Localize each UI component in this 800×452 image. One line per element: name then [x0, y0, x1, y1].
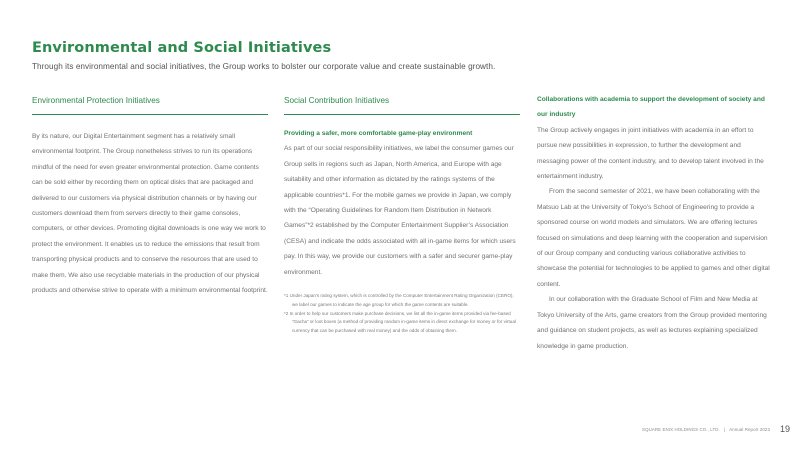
footer-report-title: Annual Report 2023: [729, 426, 770, 432]
footnotes: [284, 292, 520, 336]
page-number: 19: [779, 424, 790, 434]
section-heading-social: Social Contribution Initiatives: [284, 94, 520, 115]
footnote-2: *2 In order to help our customers make purchase decisions, we list all the in-game items provided via fee-based “Gacha” or loot boxes (a method of providing random in-game items in direct exchange for money or for virtual currency that can be purchased with real money) and the odds of obtaining them.: [284, 310, 516, 334]
paragraph: By its nature, our Digital Entertainment segment has a relatively small environmental footprint. The Group nonetheless strives to run its operations mindful of the need for even greater environmental protection. Game contents can be sold either by recording them on optical disks that are packaged and delivered to our customers via physical distribution channels or by having our customers download them from servers directly to their game consoles, computers, or other devices. Promoting digital downloads is one way we work to protect the environment. It enables us to reduce the emissions that result from transporting physical products and to conserve the resources that are used to make them. We also use recyclable materials in the production of our physical products and otherwise strive to operate with a minimum environmental footprint.: [32, 133, 268, 295]
paragraph: From the second semester of 2021, we have been collaborating with the Matsuo Lab at the University of Tokyo’s School of Engineering to provide a sponsored course on world models and simulators. We are offering lectures focused on simulations and deep learning with the cooperation and supervision of our Group company and conducting various collaborative activities to showcase the potential for technologies to be applied to games and other digital content.: [537, 188, 770, 288]
subheading-safer-gameplay: Providing a safer, more comfortable game-play environment: [284, 130, 473, 137]
social-contribution-section: [284, 94, 520, 336]
section-heading-environmental: Environmental Protection Initiatives: [32, 94, 268, 115]
environmental-protection-section: [32, 94, 268, 298]
environmental-body: [32, 129, 268, 298]
paragraph: The Group actively engages in joint initiatives with academia in an effort to pursue new possibilities in expression, to further the development and messaging power of the content industry, and to develop talent involved in the entertainment industry.: [537, 126, 764, 181]
footer-company: SQUARE ENIX HOLDINGS CO., LTD.: [642, 426, 720, 432]
academia-collaboration-section: [537, 94, 772, 354]
footer-separator: |: [723, 426, 726, 432]
academia-body: [537, 123, 772, 354]
paragraph: As part of our social responsibility initiatives, we label the consumer games our Group sells in regions such as Japan, North America, and Europe with age suitability and other information as dictated by the ratings systems of the applicable countries*1. For the mobile games we provide in Japan, we comply with the “Operating Guidelines for Random Item Distribution in Network Games”*2 established by the Computer Entertainment Supplier’s Association (CESA) and indicate the odds associated with all in-game items for which users pay. In this way, we provide our customers with a safer and securer game-play environment.: [284, 145, 516, 276]
social-body: [284, 141, 520, 280]
subheading-academia: Collaborations with academia to support the development of society and our industry: [537, 96, 765, 119]
page-lead: Through its environmental and social initiatives, the Group works to bolster our corporate value and create sustainable growth.: [32, 62, 496, 71]
paragraph: In our collaboration with the Graduate School of Film and New Media at Tokyo University of the Arts, game creators from the Group provided mentoring and guidance on student projects, as well as lectures explaining specialized knowledge in game production.: [537, 296, 767, 350]
page-title: Environmental and Social Initiatives: [32, 39, 332, 56]
page-footer: [642, 424, 790, 434]
footnote-1: *1 Under Japan’s rating system, which is controlled by the Computer Entertainment Rating Organization (CERO), we label our games to indicate the age group for which the game contents are suitable.: [284, 293, 514, 307]
